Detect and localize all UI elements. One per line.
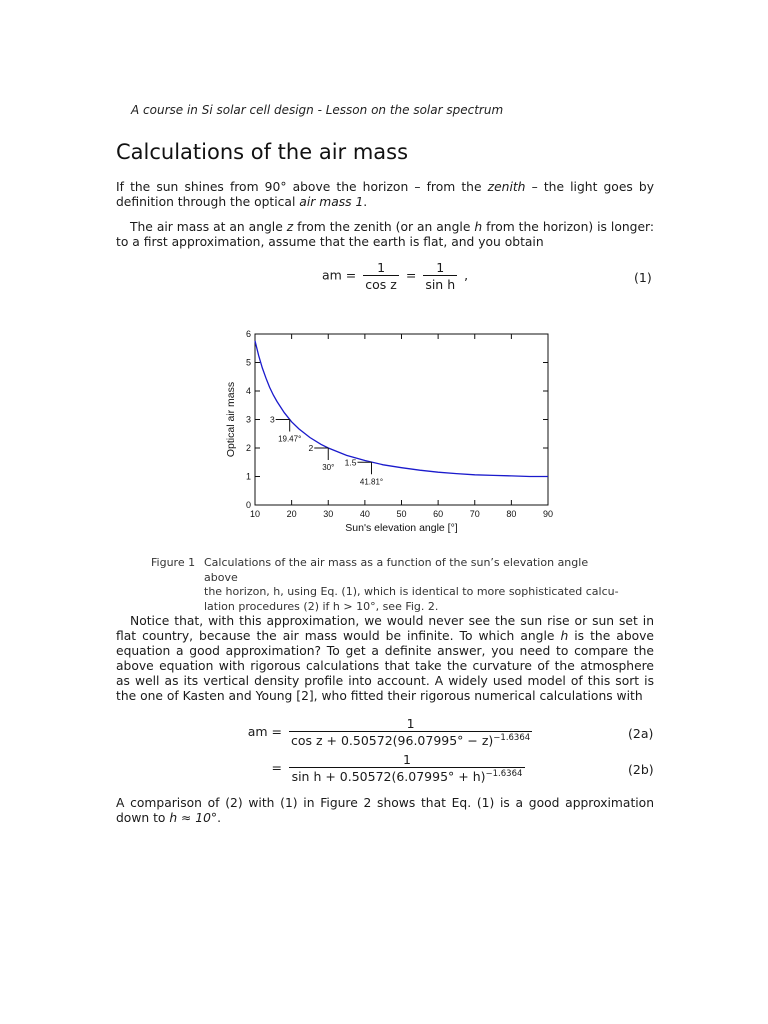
y-tick-label: 6 bbox=[245, 329, 251, 339]
annotation-value-label: 1.5 bbox=[344, 457, 357, 468]
eq2b-den bbox=[289, 767, 525, 784]
x-tick-label: 80 bbox=[506, 509, 517, 519]
p3-text-a: Notice that, with this approximation, we would never see the sun rise or sun set in flat country, because the air mass would be infinite. To which angle bbox=[116, 614, 654, 643]
eq2b-den-main: sin h + 0.50572(6.07995° + h) bbox=[291, 769, 486, 785]
eq2b-fraction bbox=[289, 752, 525, 784]
eq1-num1: 1 bbox=[377, 260, 386, 275]
caption-line-2: the horizon, h, using Eq. (1), which is identical to more sophisticated calcu- bbox=[204, 585, 619, 598]
eq2a-lhs: am = bbox=[247, 723, 282, 739]
caption-line-1: Calculations of the air mass as a function of the sun’s elevation angle above bbox=[204, 556, 589, 584]
eq2b-exponent: −1.6364 bbox=[485, 769, 523, 779]
paragraph-kasten-young bbox=[116, 614, 654, 704]
p2-text-b: from the zenith (or an angle bbox=[293, 220, 475, 234]
eq1-fraction-2 bbox=[423, 260, 457, 292]
p2-h: h bbox=[474, 220, 483, 234]
equation-2a bbox=[247, 716, 535, 748]
x-tick-label: 30 bbox=[323, 509, 334, 519]
x-tick-label: 10 bbox=[249, 509, 261, 519]
p4-math: h ≈ 10° bbox=[169, 811, 218, 825]
p1-text-b: – the light goes by definition through the optical bbox=[116, 180, 654, 209]
p2-z: z bbox=[286, 220, 294, 234]
eq1-tail: , bbox=[464, 267, 469, 283]
eq1-fraction-1 bbox=[363, 260, 399, 292]
equation-2b bbox=[247, 752, 528, 784]
equation-2a-number: (2a) bbox=[628, 726, 654, 741]
y-tick-label: 1 bbox=[245, 471, 251, 482]
caption-label: Figure 1 bbox=[151, 556, 196, 569]
eq2a-exponent: −1.6364 bbox=[493, 733, 531, 743]
y-tick-label: 5 bbox=[245, 357, 251, 368]
annotation-angle-label: 19.47° bbox=[278, 434, 302, 444]
eq1-equals: = bbox=[405, 267, 417, 283]
plot-frame bbox=[255, 334, 548, 505]
eq1-num2: 1 bbox=[436, 260, 445, 275]
x-tick-label: 40 bbox=[359, 509, 370, 519]
p4-text-a: A comparison of (2) with (1) in Figure 2 shows that Eq. (1) is a good approximation down to bbox=[116, 796, 654, 825]
paragraph-comparison bbox=[116, 796, 654, 826]
annotation-angle-label: 30° bbox=[322, 463, 335, 472]
p4-text-b: . bbox=[217, 811, 221, 825]
annotation-value-label: 2 bbox=[308, 443, 314, 453]
eq2a-num: 1 bbox=[406, 716, 415, 731]
y-tick-label: 0 bbox=[245, 500, 251, 510]
eq1-den1: cos z bbox=[365, 277, 397, 292]
air-mass-curve bbox=[255, 341, 548, 477]
p1-text-a: If the sun shines from 90° above the horizon – from the bbox=[116, 180, 488, 194]
x-tick-label: 50 bbox=[396, 509, 407, 519]
annotation-value-label: 3 bbox=[269, 414, 275, 425]
annotation-angle-label: 41.81° bbox=[359, 477, 384, 487]
eq2a-fraction bbox=[289, 716, 532, 748]
p1-zenith: zenith bbox=[487, 180, 526, 194]
caption-body bbox=[204, 556, 624, 614]
y-tick-label: 2 bbox=[245, 443, 251, 453]
p3-text-b: is the above equation a good approximation? To get a definite answer, you need to compare the above equation with rigorous calculations that take the curvature of the atmosphere as well as its vertical density profile into account. A widely used model of this sort is the one of Kasten and Young [2], who fitted their rigorous numerical calculations with bbox=[116, 629, 654, 703]
eq2b-num: 1 bbox=[403, 752, 411, 767]
caption-line-3: lation procedures (2) if h > 10°, see Fig. 2. bbox=[204, 599, 439, 613]
eq2b-lhs: = bbox=[271, 759, 282, 775]
paragraph-zenith bbox=[116, 180, 654, 210]
y-tick-label: 3 bbox=[245, 414, 251, 425]
equation-2b-number: (2b) bbox=[628, 762, 654, 777]
running-header: A course in Si solar cell design - Lesson on the solar spectrum bbox=[131, 103, 504, 117]
y-tick-label: 4 bbox=[245, 386, 251, 396]
section-title: Calculations of the air mass bbox=[116, 140, 409, 164]
p1-text-c: . bbox=[363, 195, 368, 209]
paragraph-flat-earth bbox=[116, 220, 654, 250]
x-tick-label: 60 bbox=[433, 509, 444, 519]
x-tick-label: 20 bbox=[286, 509, 297, 519]
p2-text-c: from the horizon) is longer: to a first approximation, assume that the earth is flat, and you obtain bbox=[116, 220, 654, 249]
p2-text-a: The air mass at an angle bbox=[130, 220, 287, 234]
eq1-lhs: am = bbox=[322, 267, 357, 283]
eq2a-den bbox=[289, 731, 532, 748]
p3-h: h bbox=[560, 629, 569, 643]
y-axis-label: Optical air mass bbox=[225, 381, 237, 458]
equation-1-number: (1) bbox=[634, 270, 652, 285]
x-axis-label: Sun's elevation angle [°] bbox=[345, 522, 458, 534]
eq2a-den-main: cos z + 0.50572(96.07995° − z) bbox=[290, 733, 494, 749]
p1-air-mass: air mass 1 bbox=[299, 195, 364, 209]
x-tick-label: 90 bbox=[542, 509, 554, 519]
equation-1 bbox=[322, 260, 468, 292]
eq1-den2: sin h bbox=[425, 277, 456, 292]
x-tick-label: 70 bbox=[469, 509, 480, 519]
